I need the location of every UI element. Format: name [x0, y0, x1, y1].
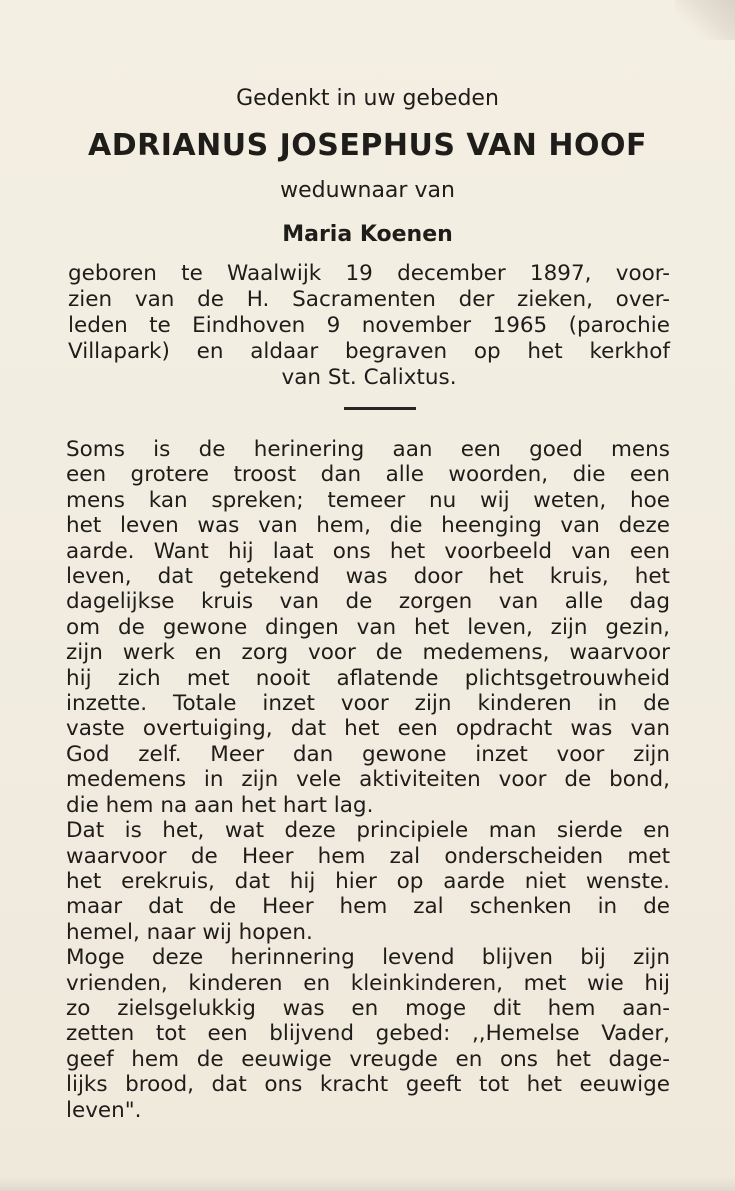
text-line: geef hem de eeuwige vreugde en ons het dage- — [66, 1046, 670, 1072]
relation-line: weduwnaar van — [280, 178, 455, 203]
memorial-text — [66, 437, 670, 1123]
text-line: maar dat de Heer hem zal schenken in de — [66, 894, 670, 920]
text-line: lijks brood, dat ons kracht geeft tot het eeuwige — [66, 1072, 670, 1098]
text-line: waarvoor de Heer hem zal onderscheiden met — [66, 843, 670, 869]
card-bottom-edge — [0, 1177, 735, 1191]
intro-line: Gedenkt in uw gebeden — [236, 86, 499, 111]
biography-line: Villapark) en aldaar begraven op het kerkhof — [68, 339, 670, 364]
text-line: een grotere troost dan alle woorden, die een — [66, 462, 670, 488]
spouse-name: Maria Koenen — [282, 222, 453, 247]
text-line: het leven was van hem, die heenging van deze — [66, 513, 670, 539]
text-line: leven". — [66, 1097, 142, 1123]
text-line: aarde. Want hij laat ons het voorbeeld van een — [66, 538, 670, 564]
text-line: hemel, naar wij hopen. — [66, 919, 313, 945]
deceased-name: ADRIANUS JOSEPHUS VAN HOOF — [88, 128, 647, 163]
biography-line: van St. Calixtus. — [281, 365, 457, 390]
text-line: inzette. Totale inzet voor zijn kinderen in de — [66, 691, 670, 717]
text-line: leven, dat getekend was door het kruis, het — [66, 564, 670, 590]
text-line: Soms is de herinering aan een goed mens — [66, 437, 670, 462]
text-line: hij zich met nooit aflatende plichtsgetrouwheid — [66, 665, 670, 691]
text-line: zetten tot een blijvend gebed: ,,Hemelse Vader, — [66, 1021, 670, 1047]
text-line: het erekruis, dat hij hier op aarde niet wenste. — [66, 868, 670, 894]
biography-line: zien van de H. Sacramenten der zieken, over- — [68, 287, 670, 312]
text-line: die hem na aan het hart lag. — [66, 792, 374, 818]
text-line: God zelf. Meer dan gewone inzet voor zijn — [66, 741, 670, 767]
biography-paragraph — [68, 261, 670, 391]
biography-line: leden te Eindhoven 9 november 1965 (parochie — [68, 313, 670, 338]
worn-corner — [675, 0, 735, 40]
text-line: Moge deze herinnering levend blijven bij zijn — [66, 945, 670, 971]
text-line: Dat is het, wat deze principiele man sierde en — [66, 818, 670, 844]
divider-rule — [344, 407, 416, 410]
text-line: medemens in zijn vele aktiviteiten voor de bond, — [66, 767, 670, 793]
text-line: zo zielsgelukkig was en moge dit hem aan- — [66, 995, 670, 1021]
text-line: mens kan spreken; temeer nu wij weten, hoe — [66, 487, 670, 513]
text-line: zijn werk en zorg voor de medemens, waarvoor — [66, 640, 670, 666]
text-line: vaste overtuiging, dat het een opdracht was van — [66, 716, 670, 742]
text-line: dagelijkse kruis van de zorgen van alle dag — [66, 589, 670, 615]
text-line: vrienden, kinderen en kleinkinderen, met wie hij — [66, 970, 670, 996]
biography-line: geboren te Waalwijk 19 december 1897, voor- — [68, 261, 670, 286]
text-line: om de gewone dingen van het leven, zijn gezin, — [66, 614, 670, 640]
